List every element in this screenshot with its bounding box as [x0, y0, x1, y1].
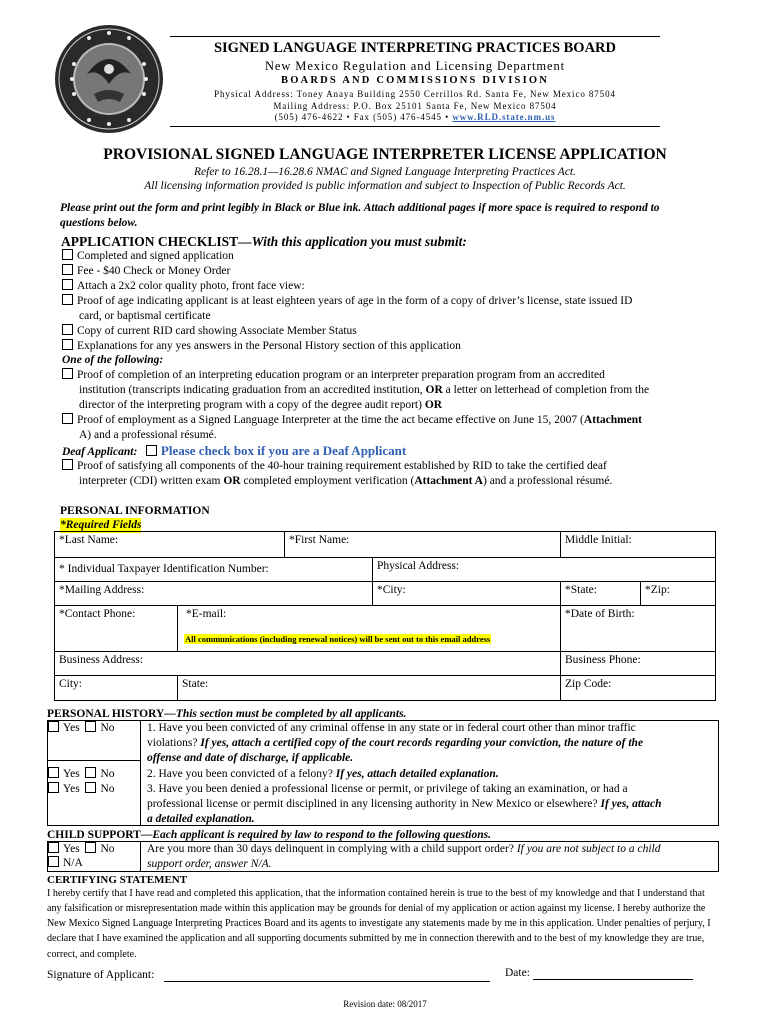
question-text: 3. Have you been denied a professional license or permit, or privilege of taking an examination, or had a — [147, 783, 628, 795]
checklist-item — [62, 279, 702, 294]
yes-label: Yes — [63, 843, 80, 855]
question-instruction: support order, answer N/A. — [147, 857, 272, 870]
header-top-rule — [170, 36, 660, 37]
checklist-item-label: Copy of current RID card showing Associate Member Status — [77, 325, 357, 337]
or-text: OR — [424, 399, 443, 411]
department-name: New Mexico Regulation and Licensing Department — [264, 59, 565, 73]
yes-label: Yes — [63, 722, 80, 734]
personal-history-title: PERSONAL HISTORY — [47, 708, 165, 720]
attachment-text: Attachment — [583, 414, 643, 426]
middle-initial-field[interactable] — [561, 532, 716, 558]
child-support-title: CHILD SUPPORT — [47, 829, 141, 841]
division-name: BOARDS AND COMMISSIONS DIVISION — [280, 75, 550, 86]
itin-field[interactable] — [55, 558, 373, 582]
field-label: Business Phone: — [565, 654, 641, 666]
physical-address-field[interactable] — [373, 558, 716, 582]
checklist-item-label: Fee - $40 Check or Money Order — [77, 265, 231, 277]
personal-info-table — [54, 557, 716, 582]
question-text: violations? — [147, 736, 198, 749]
header-bottom-rule — [170, 126, 660, 127]
field-label: Physical Address: — [377, 560, 460, 572]
q3-yes-no — [48, 782, 115, 797]
no-label: No — [100, 783, 115, 795]
nmac-reference: Refer to 16.28.1—16.28.6 NMAC and Signed Language Interpreting Practices Act. — [193, 166, 576, 178]
contact-phone-field[interactable] — [55, 606, 178, 652]
checklist-item — [62, 459, 702, 474]
option-text: Proof of satisfying all components of the 40-hour training requirement established by RID to take the certified deaf — [77, 460, 607, 472]
checklist-item-label: Attach a 2x2 color quality photo, front face view: — [77, 280, 305, 292]
field-label: *Mailing Address: — [59, 584, 145, 596]
child-support-question — [147, 842, 717, 872]
question-instruction: If yes, attach a certified copy of the court records regarding your conviction, the nature of the — [200, 736, 644, 749]
checkbox-photo[interactable] — [62, 279, 73, 290]
field-label: *First Name: — [289, 534, 350, 546]
deaf-applicant-label: Deaf Applicant: — [62, 446, 138, 458]
question-instruction: If yes, attach detailed explanation. — [335, 768, 499, 780]
signature-label: Signature of Applicant: — [47, 969, 155, 981]
checkbox-education-program[interactable] — [62, 368, 73, 379]
personal-info-table — [54, 651, 716, 701]
q2-no-checkbox[interactable] — [85, 767, 96, 778]
field-label: *Zip: — [645, 584, 670, 596]
option-text-continued — [62, 383, 722, 398]
option-text-continued — [62, 398, 702, 413]
checkbox-deaf-applicant[interactable] — [146, 445, 157, 456]
one-of-following: One of the following: — [62, 354, 164, 366]
first-name-field[interactable] — [285, 532, 561, 558]
state-seal-image — [54, 24, 164, 134]
option-text: completed employment verification ( — [243, 475, 415, 487]
physical-address: Physical Address: Toney Anaya Building 2550 Cerrillos Rd. Santa Fe, New Mexico 87504 — [214, 89, 616, 99]
personal-info-table — [54, 605, 716, 652]
checkbox-fee[interactable] — [62, 264, 73, 275]
checkbox-proof-of-age[interactable] — [62, 294, 73, 305]
checklist-heading — [61, 233, 467, 250]
personal-info-title: PERSONAL INFORMATION — [60, 505, 210, 517]
q1-yes-no — [48, 721, 115, 736]
q2-yes-checkbox[interactable] — [48, 767, 59, 778]
date-line[interactable] — [533, 979, 693, 980]
checklist-item — [62, 339, 702, 354]
business-city-field[interactable] — [55, 676, 178, 700]
field-label: State: — [182, 678, 209, 690]
option-text: a letter on letterhead of completion from the — [445, 384, 650, 396]
city-field[interactable] — [373, 582, 561, 606]
contact-line — [170, 112, 660, 124]
email-notice: All communications (including renewal notices) will be sent out to this email address — [185, 633, 491, 644]
child-support-na — [48, 856, 83, 871]
checklist-item — [62, 368, 702, 383]
checklist-item — [62, 249, 702, 264]
no-label: No — [100, 722, 115, 734]
business-zip-field[interactable] — [561, 676, 716, 701]
website-link[interactable]: www.RLD.state.nm.us — [452, 112, 556, 122]
checklist-item-continued: card, or baptismal certificate — [79, 310, 211, 322]
option-text: Proof of completion of an interpreting education program or an interpreter preparation program from an accredited — [77, 369, 605, 381]
question-text: professional license or permit disciplined in any licensing authority in New Mexico or elsewhere? — [147, 797, 598, 810]
or-text: OR — [223, 475, 241, 487]
date-label: Date: — [505, 967, 530, 979]
question-3 — [147, 782, 717, 827]
question-instruction: If yes, attach — [600, 797, 662, 810]
child-support-na-checkbox[interactable] — [48, 856, 59, 867]
yes-label: Yes — [63, 768, 80, 780]
certifying-text: I hereby certify that I have read and completed this application, that the information contained herein is true to the best of my knowledge and that I understand that any falsification or misrepresentation made within this application may be grounds for denial of my application or action against my license. I hereby authorize the New Mexico Signed Language Interpreting Practices Board and its agents to investigate any statements made by me in this application. Under penalties of perjury, I declare that I have examined the application and all supporting documents submitted by me in connection therewith and to the best of my knowledge they are true, correct, and complete. — [47, 888, 711, 960]
business-phone-field[interactable] — [561, 652, 716, 676]
child-support-no-checkbox[interactable] — [85, 842, 96, 853]
or-text: OR — [425, 384, 443, 396]
q1-no-checkbox[interactable] — [85, 721, 96, 732]
field-label: *State: — [565, 584, 597, 596]
question-instruction: If you are not subject to a child — [516, 843, 661, 855]
business-city-state-cell — [55, 676, 561, 701]
checklist-item-label: Completed and signed application — [77, 250, 234, 262]
date-of-birth-field[interactable] — [561, 606, 716, 652]
checkbox-completed-application[interactable] — [62, 249, 73, 260]
email-field[interactable] — [178, 606, 561, 652]
question-1 — [147, 721, 717, 766]
field-label: *Date of Birth: — [565, 608, 635, 620]
checklist-item — [62, 264, 702, 279]
option-text: interpreter (CDI) written exam — [79, 475, 221, 487]
field-label: Zip Code: — [565, 678, 612, 690]
field-label: Middle Initial: — [565, 534, 632, 546]
certifying-title: CERTIFYING STATEMENT — [47, 874, 188, 886]
checkbox-employment-proof[interactable] — [62, 413, 73, 424]
field-label: *E-mail: — [186, 608, 227, 620]
checklist-title: APPLICATION CHECKLIST — [61, 234, 239, 249]
option-text: Proof of employment as a Signed Language Interpreter at the time the act became effective on June 15, 2007 ( — [77, 414, 584, 426]
checkbox-explanations[interactable] — [62, 339, 73, 350]
personal-info-table — [54, 531, 716, 558]
checklist-item — [62, 324, 702, 339]
public-records-note: All licensing information provided is public information and subject to Inspection of Public Records Act. — [144, 180, 626, 192]
option-text: institution (transcripts indicating graduation from an accredited institution, — [79, 384, 423, 396]
state-field[interactable] — [561, 582, 641, 606]
question-instruction: offense and date of discharge, if applicable. — [147, 751, 354, 764]
deaf-applicant-row — [62, 443, 702, 460]
option-text-continued — [62, 474, 702, 489]
mailing-address: Mailing Address: P.O. Box 25101 Santa Fe, New Mexico 87504 — [273, 101, 557, 111]
zip-field[interactable] — [641, 582, 716, 606]
q3-no-checkbox[interactable] — [85, 782, 96, 793]
option-text-continued: A) and a professional résumé. — [79, 429, 217, 441]
phone-fax-text: (505) 476-4622 • Fax (505) 476-4545 • — [274, 112, 450, 122]
mailing-address-field[interactable] — [55, 582, 373, 606]
checklist-item — [62, 413, 722, 428]
field-label: *City: — [377, 584, 406, 596]
revision-date: Revision date: 08/2017 — [343, 999, 427, 1009]
checkbox-40-hour-training[interactable] — [62, 459, 73, 470]
form-title: PROVISIONAL SIGNED LANGUAGE INTERPRETER LICENSE APPLICATION — [103, 146, 667, 163]
question-text: Are you more than 30 days delinquent in complying with a child support order? — [147, 843, 514, 855]
option-text: director of the interpreting program with a copy of the degree audit report) — [79, 399, 422, 411]
checkbox-rid-card[interactable] — [62, 324, 73, 335]
instructions: Please print out the form and print legibly in Black or Blue ink. Attach additional pages if more space is required to respond to questions below. — [60, 202, 660, 229]
checklist-item — [62, 294, 702, 309]
q1-yes-checkbox[interactable] — [48, 721, 59, 732]
checklist-item-label: Explanations for any yes answers in the Personal History section of this application — [77, 340, 461, 352]
field-label: * Individual Taxpayer Identification Number: — [59, 563, 269, 576]
q2-yes-no — [48, 767, 115, 782]
personal-info-table — [54, 581, 716, 606]
attachment-text: Attachment A — [414, 475, 483, 487]
question-text: 1. Have you been convicted of any criminal offense in any state or in federal court other than minor traffic — [147, 722, 636, 734]
business-state-field[interactable] — [178, 676, 212, 700]
field-label: *Last Name: — [59, 534, 119, 546]
checklist-item-label: Proof of age indicating applicant is at least eighteen years of age in the form of a copy of driver’s license, state issued ID — [77, 295, 633, 307]
question-2 — [147, 767, 499, 782]
required-fields-note: *Required Fields — [60, 519, 142, 531]
signature-line[interactable] — [164, 981, 490, 982]
question-instruction: a detailed explanation. — [147, 812, 255, 825]
q3-yes-checkbox[interactable] — [48, 782, 59, 793]
board-name: SIGNED LANGUAGE INTERPRETING PRACTICES BOARD — [213, 40, 617, 56]
field-label: *Contact Phone: — [59, 608, 136, 620]
business-address-field[interactable] — [55, 652, 561, 676]
field-label: Business Address: — [59, 654, 144, 666]
child-support-yes-no — [48, 842, 115, 857]
no-label: No — [100, 768, 115, 780]
child-support-yes-checkbox[interactable] — [48, 842, 59, 853]
option-text: ) and a professional résumé. — [482, 475, 613, 487]
child-support-subtitle: —Each applicant is required by law to respond to the following questions. — [140, 829, 491, 841]
checklist-subtitle: —With this application you must submit: — [238, 234, 467, 249]
na-label: N/A — [63, 857, 83, 869]
yes-label: Yes — [63, 783, 80, 795]
last-name-field[interactable] — [55, 532, 285, 558]
field-label: City: — [59, 678, 83, 690]
personal-history-subtitle: —This section must be completed by all applicants. — [164, 708, 407, 720]
no-label: No — [100, 843, 115, 855]
deaf-applicant-prompt: Please check box if you are a Deaf Applicant — [160, 443, 407, 458]
question-text: 2. Have you been convicted of a felony? — [147, 768, 333, 780]
